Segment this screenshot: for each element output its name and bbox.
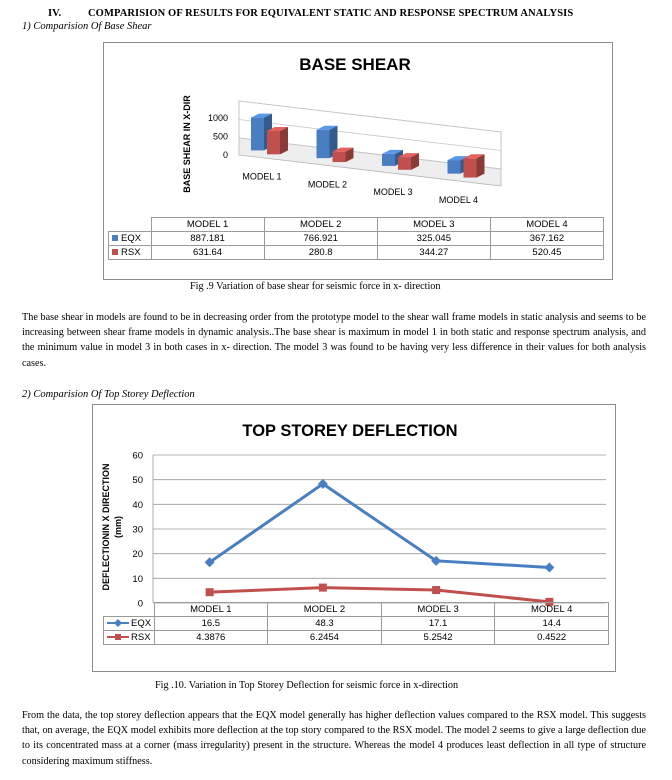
column-header: MODEL 4 [495,603,609,617]
table-cell: 48.3 [268,617,382,631]
column-header: MODEL 1 [154,603,268,617]
deflection-chart [92,404,616,672]
series-line-rsx [210,588,550,602]
point-rsx-1 [206,588,214,596]
table-cell: 520.45 [490,246,603,260]
y-tick-label: 30 [132,524,143,536]
series-line-eqx [210,484,550,568]
y-tick-label: 1000 [207,113,228,123]
paragraph-base-shear: The base shear in models are found to be in decreasing order from the prototype model to the shear wall frame models in static analysis and seems to be increasing between shear frame models in dynamic analysis..The base shear is maximum in model 1 in both static and response spectrum analysis, and the minimum value in model 3 in both cases in x- direction. The model 3 was found to be having very less difference in their values for both analysis cases. [22,312,646,369]
table-cell: 344.27 [377,246,490,260]
section-heading [48,8,573,19]
table-cell: 16.5 [154,617,268,631]
legend-eqx: EQX [109,232,152,246]
paragraph-deflection: From the data, the top storey deflection appears that the EQX model generally has higher deflection values compared to the RSX model. This suggests that, on average, the EQX model exhibits more deflection at the top story compared to the RSX model. The model 2 seems to give a large deflection due to its concentrated mass at a corner (mass irregularity) present in the structure. Whereas the model 4 produces least deflection in all type of structure considering maximum stiffness. [22,710,646,767]
table-cell: 14.4 [495,617,609,631]
eqx-line-marker [107,619,129,627]
table-header-row [104,603,609,617]
y-tick-label: 0 [137,598,143,610]
point-eqx-4 [544,562,554,572]
legend-rsx: RSX [109,246,152,260]
legend-eqx: EQX [104,617,155,631]
figure-caption-10: Fig .10. Variation in Top Storey Deflection for seismic force in x-direction [155,680,459,691]
column-header: MODEL 3 [381,603,495,617]
table-row [104,631,609,645]
table-cell: 6.2454 [268,631,382,645]
bar-rsx-model-1 [267,127,288,154]
table-cell: 0.4522 [495,631,609,645]
y-tick-label: 20 [132,549,143,561]
base-shear-data-table [108,217,604,260]
base-shear-chart [103,42,613,280]
y-axis-label: BASE SHEAR IN X-DIR [182,95,192,193]
y-axis-label: DEFLECTIONIN X DIRECTION [101,463,111,591]
x-category-label: MODEL 1 [242,171,282,182]
column-header: MODEL 2 [268,603,382,617]
legend-rsx: RSX [104,631,155,645]
rsx-line-marker [107,633,129,641]
column-header: MODEL 3 [377,218,490,232]
bar-rsx-model-3 [398,153,419,170]
section-title: COMPARISION OF RESULTS FOR EQUIVALENT STATIC AND RESPONSE SPECTRUM ANALYSIS [88,8,574,19]
chart-title: TOP STOREY DEFLECTION [242,422,458,440]
section-number: IV. [48,8,62,19]
table-header-row [109,218,604,232]
table-row [104,617,609,631]
column-header: MODEL 4 [490,218,603,232]
x-category-label: MODEL 3 [373,187,413,198]
point-rsx-3 [432,586,440,594]
rsx-swatch [112,249,118,255]
deflection-data-table [103,602,609,645]
eqx-swatch [112,235,118,241]
table-cell: 367.162 [490,232,603,246]
table-cell: 17.1 [381,617,495,631]
table-cell: 4.3876 [154,631,268,645]
table-cell: 766.921 [264,232,377,246]
table-row [109,232,604,246]
y-tick-label: 60 [132,450,143,462]
point-rsx-2 [319,584,327,592]
table-cell: 5.2542 [381,631,495,645]
column-header: MODEL 2 [264,218,377,232]
bar-rsx-model-4 [464,154,485,177]
chart-title: BASE SHEAR [299,55,411,74]
column-header: MODEL 1 [151,218,264,232]
subsection-top-storey: 2) Comparision Of Top Storey Deflection [22,389,195,400]
table-cell: 631.64 [151,246,264,260]
table-cell: 325.045 [377,232,490,246]
y-axis-unit: (mm) [113,516,123,538]
subsection-base-shear: 1) Comparision Of Base Shear [22,21,152,32]
y-tick-label: 0 [222,150,228,160]
y-tick-label: 50 [132,475,143,487]
table-cell: 280.8 [264,246,377,260]
table-cell: 887.181 [151,232,264,246]
y-tick-label: 500 [212,131,228,142]
x-category-label: MODEL 4 [438,194,479,205]
x-category-label: MODEL 2 [307,179,348,190]
y-tick-label: 40 [132,499,143,511]
y-tick-label: 10 [132,573,143,585]
figure-caption-9: Fig .9 Variation of base shear for seismic force in x- direction [190,281,441,292]
table-row [109,246,604,260]
